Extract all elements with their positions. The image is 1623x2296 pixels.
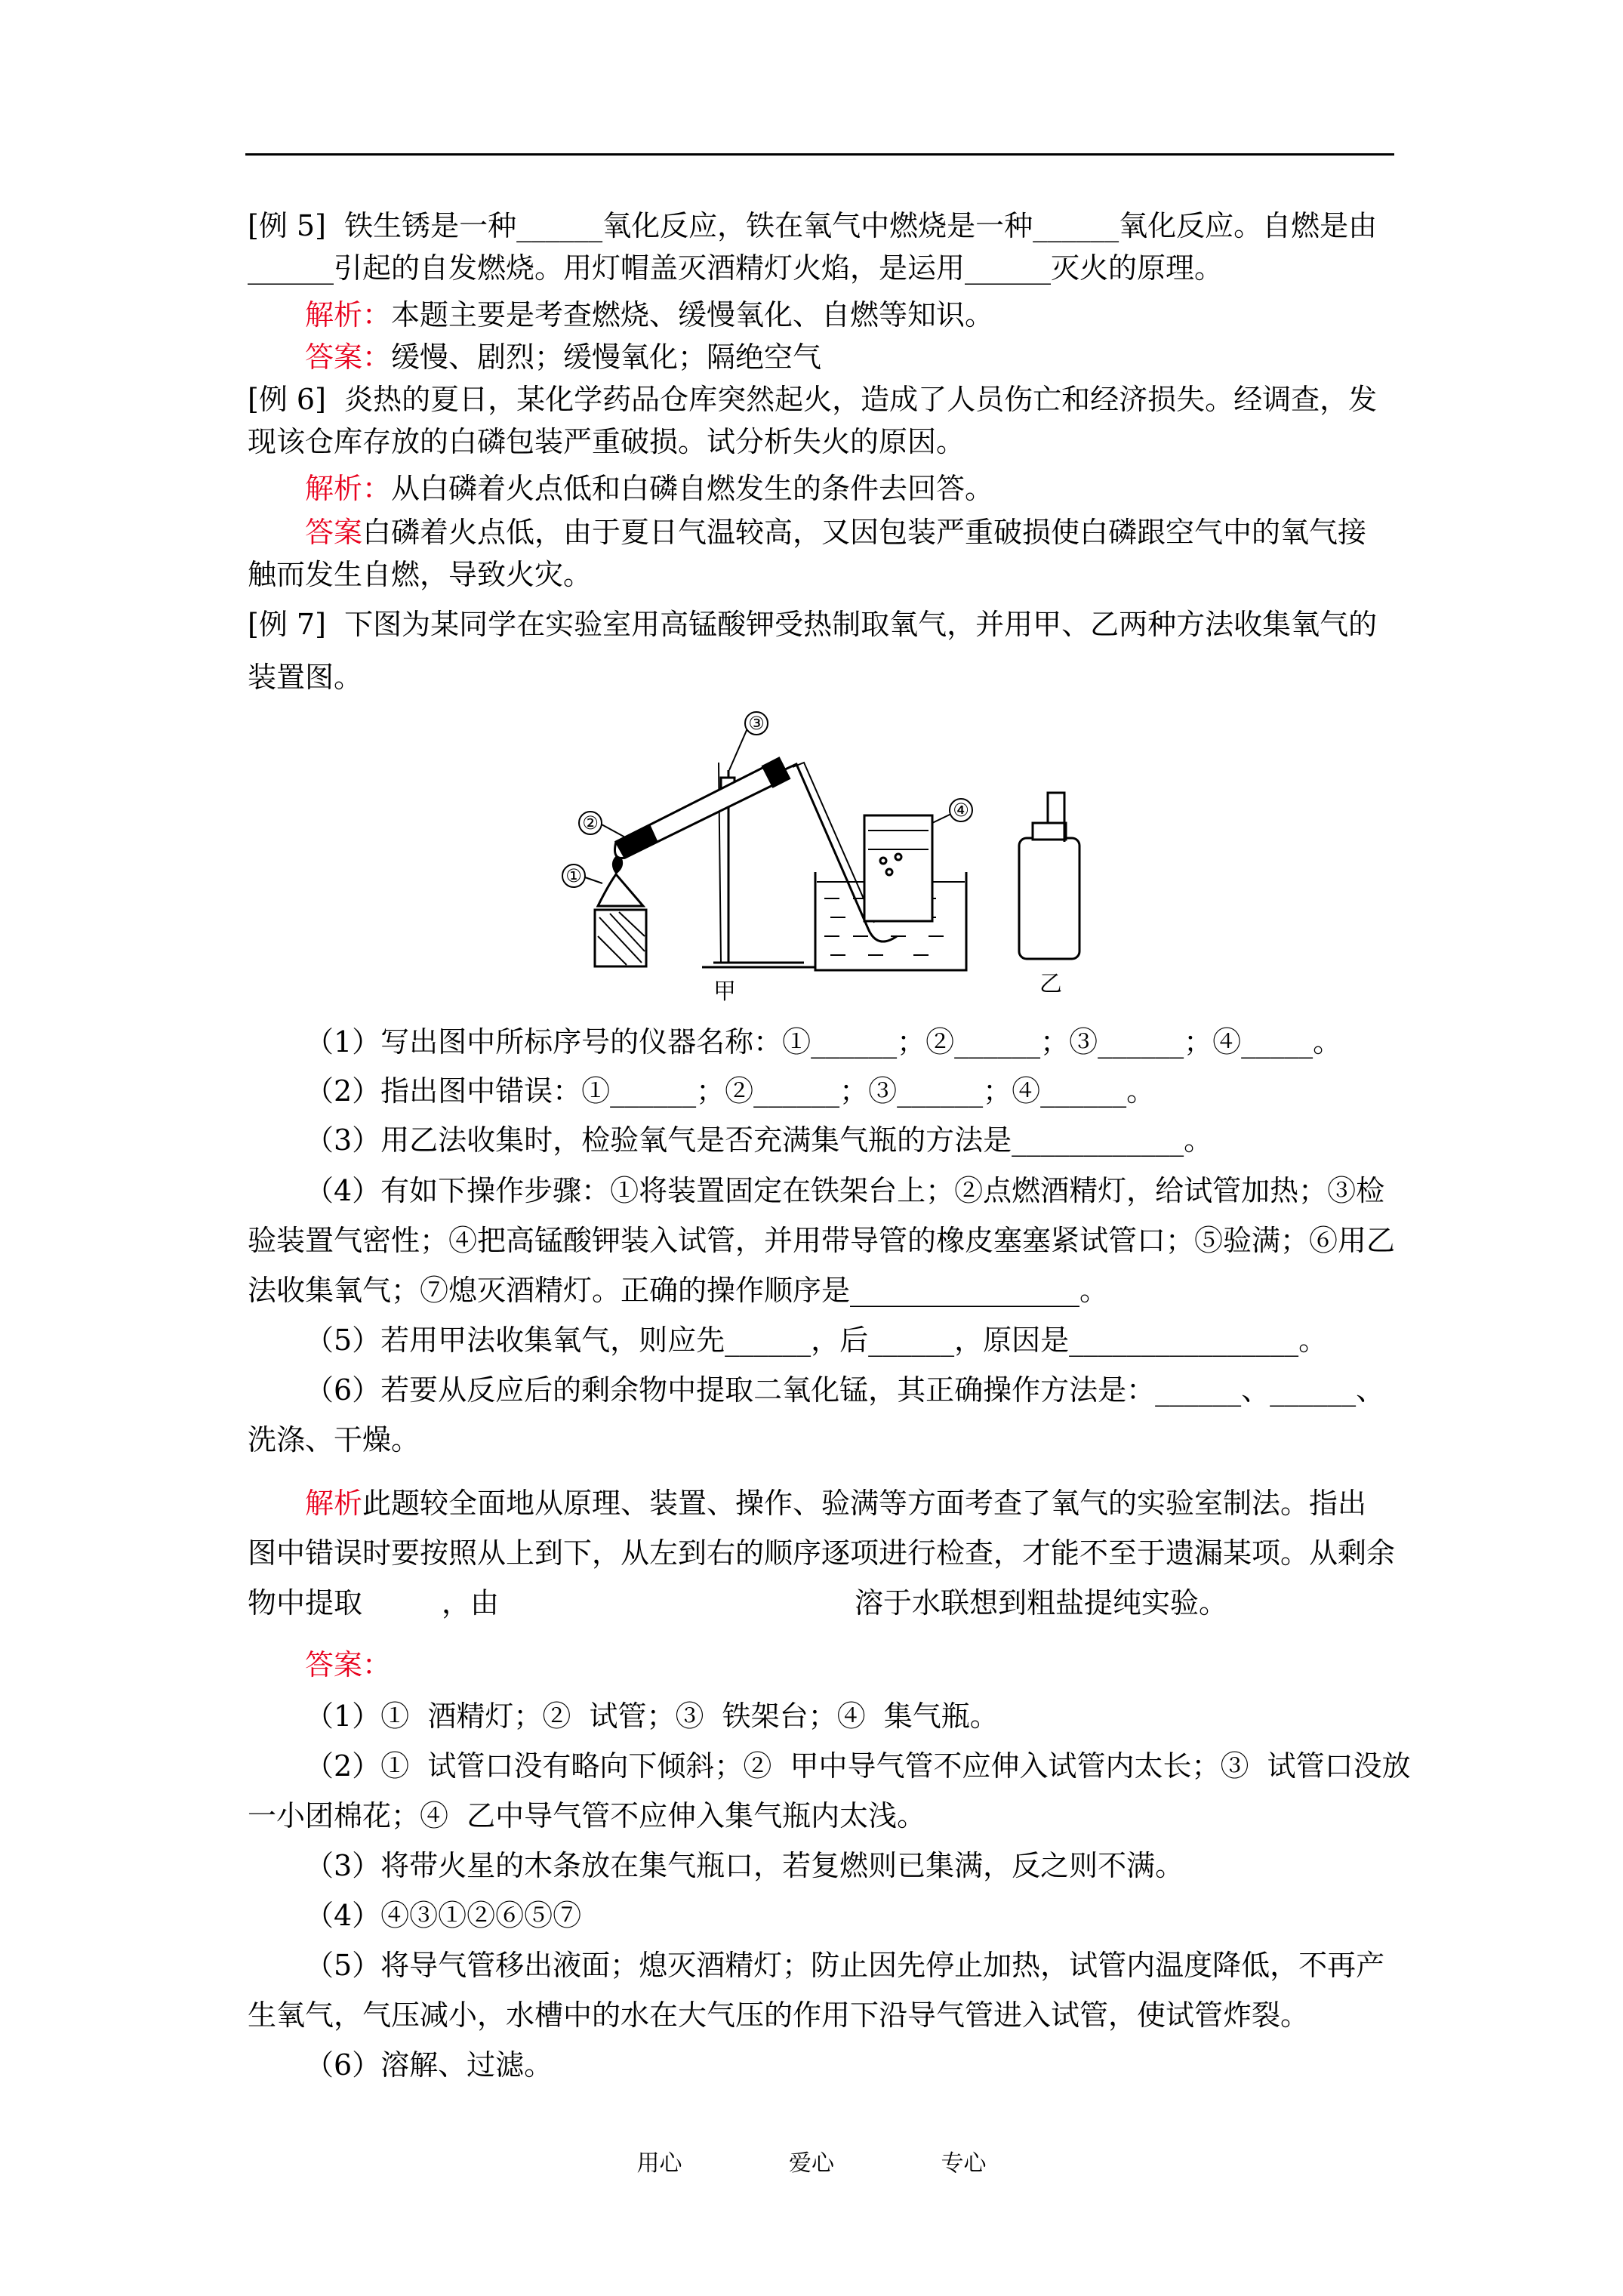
ex7-a5-line1: （5）将导气管移出液面；熄灭酒精灯；防止因先停止加热，试管内温度降低，不再产 bbox=[305, 1949, 1385, 1982]
ex6-question-line2: 现该仓库存放的白磷包装严重破损。试分析失火的原因。 bbox=[248, 425, 965, 458]
answer-text: 缓慢、剧烈；缓慢氧化；隔绝空气 bbox=[391, 341, 822, 374]
footer-word-1: 用心 bbox=[636, 2150, 682, 2177]
footer-word-3: 专心 bbox=[941, 2150, 987, 2177]
ex7-q4-line2: 验装置气密性；④把高锰酸钾装入试管，并用带导管的橡皮塞塞紧试管口；⑤验满；⑥用乙 bbox=[248, 1224, 1396, 1257]
analysis-label: 解析 bbox=[305, 1487, 363, 1520]
ex7-a5-line2: 生氧气，气压减小，水槽中的水在大气压的作用下沿导气管进入试管，使试管炸裂。 bbox=[248, 1999, 1310, 2032]
analysis-text: 此题较全面地从原理、装置、操作、验满等方面考查了氧气的实验室制法。指出 bbox=[362, 1487, 1367, 1520]
ex7-answer-label: 答案： bbox=[305, 1648, 392, 1681]
ex7-a6: （6）溶解、过滤。 bbox=[305, 2048, 553, 2082]
ex7-a2-line2: 一小团棉花；④ 乙中导气管不应伸入集气瓶内太浅。 bbox=[248, 1799, 926, 1832]
ex7-q2: （2）指出图中错误：①______；②______；③______；④______。 bbox=[305, 1074, 1156, 1108]
ex7-q5: （5）若用甲法收集氧气，则应先______，后______，原因是________________。 bbox=[305, 1324, 1328, 1357]
page-footer bbox=[0, 2144, 1623, 2177]
apparatus-figure bbox=[544, 710, 1117, 1004]
answer-label: 答案： bbox=[305, 341, 392, 374]
ex7-analysis-line2: 图中错误时要按照从上到下，从左到右的顺序逐项进行检查，才能不至于遗漏某项。从剩余 bbox=[248, 1536, 1396, 1570]
analysis-text: 本题主要是考查燃烧、缓慢氧化、自燃等知识。 bbox=[391, 298, 994, 331]
ex7-q6-line1: （6）若要从反应后的剩余物中提取二氧化锰，其正确操作方法是：______、______、 bbox=[305, 1373, 1385, 1407]
ex7-analysis-line3a: 物中提取 bbox=[248, 1586, 363, 1620]
lamp-stand-block bbox=[595, 853, 646, 966]
ex7-q1: （1）写出图中所标序号的仪器名称：①______；②______；③______；④_____。 bbox=[305, 1025, 1342, 1059]
ex7-a2-line1: （2）① 试管口没有略向下倾斜；② 甲中导气管不应伸入试管内太长；③ 试管口没放 bbox=[305, 1749, 1411, 1783]
ex6-question-line1: [例 6] 炎热的夏日，某化学药品仓库突然起火，造成了人员伤亡和经济损失。经调查，发 bbox=[248, 383, 1378, 416]
label-jia: 甲 bbox=[713, 978, 736, 1004]
analysis-label: 解析： bbox=[305, 472, 392, 505]
ex7-a1: （1）① 酒精灯；② 试管；③ 铁架台；④ 集气瓶。 bbox=[305, 1700, 999, 1733]
ex5-question-line2: ______引起的自发燃烧。用灯帽盖灭酒精灯火焰，是运用______灭火的原理。 bbox=[248, 251, 1224, 285]
analysis-label: 解析： bbox=[305, 298, 392, 331]
ex6-answer-line2: 触而发生自燃，导致火灾。 bbox=[248, 558, 593, 591]
ex7-analysis-line1 bbox=[305, 1484, 1366, 1522]
ex7-a3: （3）将带火星的木条放在集气瓶口，若复燃则已集满，反之则不满。 bbox=[305, 1849, 1184, 1882]
answer-label: 答案 bbox=[305, 516, 363, 549]
footer-word-2: 爱心 bbox=[789, 2150, 834, 2177]
gas-jar-yi bbox=[1019, 793, 1079, 959]
label-yi: 乙 bbox=[1039, 971, 1062, 997]
ex7-analysis-line3b: ，由 bbox=[442, 1586, 500, 1620]
ex7-analysis-line3c: 溶于水联想到粗盐提纯实验。 bbox=[855, 1586, 1228, 1620]
label-1: ① bbox=[565, 865, 582, 886]
ex5-answer bbox=[305, 338, 821, 376]
ex7-q4-line1: （4）有如下操作步骤：①将装置固定在铁架台上；②点燃酒精灯，给试管加热；③检 bbox=[305, 1174, 1385, 1207]
ex5-analysis bbox=[305, 296, 993, 334]
header-rule bbox=[245, 153, 1394, 156]
ex7-q3: （3）用乙法收集时，检验氧气是否充满集气瓶的方法是____________。 bbox=[305, 1123, 1213, 1157]
answer-text: 白磷着火点低，由于夏日气温较高，又因包装严重破损使白磷跟空气中的氧气接 bbox=[362, 516, 1367, 549]
label-3: ③ bbox=[748, 713, 765, 734]
test-tube bbox=[615, 758, 790, 858]
ex7-q4-line3: 法收集氧气；⑦熄灭酒精灯。正确的操作顺序是________________。 bbox=[248, 1274, 1109, 1307]
ex7-question-line2: 装置图。 bbox=[248, 661, 363, 694]
label-4: ④ bbox=[953, 800, 969, 821]
label-2: ② bbox=[582, 812, 599, 834]
ex5-question-line1: [例 5] 铁生锈是一种______氧化反应，铁在氧气中燃烧是一种______氧化反应。自燃是由 bbox=[248, 209, 1378, 242]
ex6-answer-line1 bbox=[305, 513, 1366, 551]
ex7-question-line1: [例 7] 下图为某同学在实验室用高锰酸钾受热制取氧气，并用甲、乙两种方法收集氧气的 bbox=[248, 608, 1378, 641]
ex6-analysis bbox=[305, 470, 993, 507]
analysis-text: 从白磷着火点低和白磷自燃发生的条件去回答。 bbox=[391, 472, 994, 505]
ex7-a4: （4）④③①②⑥⑤⑦ bbox=[305, 1899, 582, 1932]
ex7-q6-line2: 洗涤、干燥。 bbox=[248, 1423, 420, 1456]
collection-bottle bbox=[864, 815, 932, 921]
